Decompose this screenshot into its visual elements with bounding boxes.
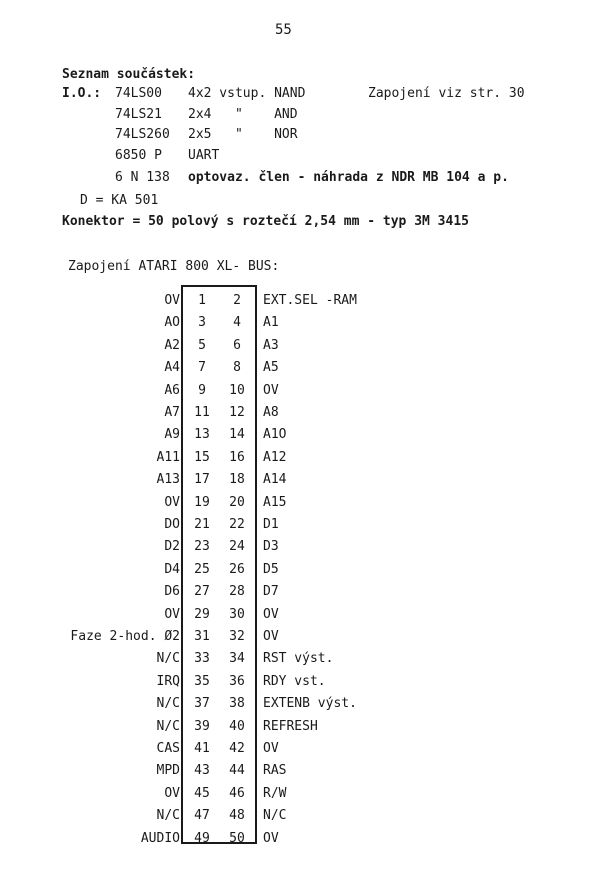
pin-row (0, 831, 600, 854)
pin-row (0, 719, 600, 742)
pin-right-signal: A14 (263, 472, 287, 488)
pin-number-odd: 41 (194, 741, 210, 756)
pin-number-even: 24 (229, 539, 245, 555)
pin-number-odd: 25 (194, 561, 210, 577)
pin-left-signal: OV (164, 785, 180, 801)
pin-left-signal: A6 (164, 382, 180, 398)
pin-number-even: 20 (229, 494, 245, 510)
pin-row (0, 427, 600, 450)
pin-number-even: 32 (229, 629, 245, 644)
pin-row (0, 405, 600, 428)
pin-left-signal: CAS (156, 741, 180, 756)
pin-number-even: 26 (229, 561, 245, 577)
pin-number-even: 36 (229, 673, 245, 689)
pin-number-even: 34 (229, 651, 245, 667)
pin-right-signal: REFRESH (263, 718, 318, 734)
pin-number-even: 40 (229, 718, 245, 734)
pin-row (0, 607, 600, 630)
pin-number-odd: 15 (194, 449, 210, 465)
pin-number-odd: 1 (198, 293, 206, 308)
pin-left-signal: OV (164, 606, 180, 622)
pin-right-signal: OV (263, 830, 279, 846)
pin-row (0, 450, 600, 473)
pin-row (0, 293, 600, 316)
pin-number-odd: 29 (194, 606, 210, 622)
pin-right-signal: A8 (263, 405, 279, 420)
pin-left-signal: A13 (156, 472, 180, 488)
part-number: 74LS21 (115, 107, 162, 122)
pin-number-even: 14 (229, 427, 245, 443)
pin-number-even: 2 (233, 293, 241, 308)
part-spec: 4x2 vstup. NAND (188, 86, 306, 101)
pin-left-signal: OV (164, 293, 180, 308)
pin-number-odd: 27 (194, 584, 210, 600)
pin-number-odd: 7 (198, 360, 206, 376)
diode-line: D = KA 501 (80, 193, 159, 208)
pin-number-even: 30 (229, 606, 245, 622)
pin-number-odd: 37 (194, 696, 210, 712)
pin-left-signal: A2 (164, 337, 180, 353)
pin-left-signal: A4 (164, 360, 180, 376)
pin-right-signal: OV (263, 606, 279, 622)
pin-number-odd: 21 (194, 517, 210, 532)
pin-right-signal: EXT.SEL -RAM (263, 293, 357, 308)
pin-row (0, 741, 600, 764)
pin-row (0, 539, 600, 562)
pin-number-odd: 45 (194, 785, 210, 801)
pin-left-signal: MPD (156, 763, 180, 779)
pin-left-signal: D4 (164, 561, 180, 577)
pin-number-odd: 47 (194, 808, 210, 824)
pin-right-signal: RDY vst. (263, 673, 326, 689)
pin-left-signal: D2 (164, 539, 180, 555)
pin-number-even: 4 (233, 315, 241, 331)
pin-number-odd: 39 (194, 718, 210, 734)
page-number: 55 (275, 22, 292, 38)
pin-row (0, 629, 600, 652)
part-spec: optovaz. člen - náhrada z NDR MB 104 a p. (188, 170, 509, 185)
part-number: 6850 P (115, 148, 162, 163)
pin-right-signal: R/W (263, 785, 287, 801)
pin-number-odd: 11 (194, 405, 210, 420)
parts-prefix: I.O.: (62, 86, 102, 101)
pin-row (0, 338, 600, 361)
pin-right-signal: D7 (263, 584, 279, 600)
pin-left-signal: D6 (164, 584, 180, 600)
pin-row (0, 651, 600, 674)
part-note: Zapojení viz str. 30 (368, 86, 525, 101)
pin-number-even: 6 (233, 337, 241, 353)
pinout-title: Zapojení ATARI 800 XL- BUS: (68, 259, 280, 274)
pin-left-signal: N/C (156, 651, 180, 667)
pin-right-signal: N/C (263, 808, 287, 824)
pin-row (0, 763, 600, 786)
pin-row (0, 495, 600, 518)
pin-number-odd: 3 (198, 315, 206, 331)
pin-right-signal: OV (263, 382, 279, 398)
pin-left-signal: AO (164, 315, 180, 331)
pin-left-signal: A7 (164, 405, 180, 420)
part-spec: 2x4 " AND (188, 107, 298, 122)
pin-row (0, 315, 600, 338)
part-spec: 2x5 " NOR (188, 127, 298, 142)
pin-number-odd: 17 (194, 472, 210, 488)
part-number: 6 N 138 (115, 170, 170, 185)
pin-right-signal: A1O (263, 427, 287, 443)
pin-row (0, 808, 600, 831)
pin-number-odd: 33 (194, 651, 210, 667)
pin-number-even: 12 (229, 405, 245, 420)
pin-number-even: 46 (229, 785, 245, 801)
pin-number-even: 22 (229, 517, 245, 532)
pin-row (0, 517, 600, 540)
pin-number-even: 10 (229, 382, 245, 398)
pin-number-even: 18 (229, 472, 245, 488)
pin-right-signal: RST výst. (263, 651, 334, 667)
pin-left-signal: AUDIO (140, 830, 180, 846)
pin-right-signal: D5 (263, 561, 279, 577)
connector-line: Konektor = 50 polový s roztečí 2,54 mm - typ 3M 3415 (62, 214, 469, 229)
pin-number-even: 50 (229, 830, 245, 846)
pin-number-odd: 49 (194, 830, 210, 846)
pin-row (0, 472, 600, 495)
pin-right-signal: A15 (263, 494, 287, 510)
pin-number-odd: 31 (194, 629, 210, 644)
pin-right-signal: D1 (263, 517, 279, 532)
pin-right-signal: A5 (263, 360, 279, 376)
pin-left-signal: A9 (164, 427, 180, 443)
pin-left-signal: OV (164, 494, 180, 510)
pin-number-even: 48 (229, 808, 245, 824)
pin-left-signal: Faze 2-hod. Ø2 (70, 629, 180, 644)
part-spec: UART (188, 148, 220, 163)
pin-right-signal: A3 (263, 337, 279, 353)
pin-number-odd: 23 (194, 539, 210, 555)
part-number: 74LS260 (115, 127, 170, 142)
pin-number-even: 44 (229, 763, 245, 779)
pin-left-signal: A11 (156, 449, 180, 465)
pin-number-odd: 19 (194, 494, 210, 510)
pin-number-even: 16 (229, 449, 245, 465)
pin-number-odd: 13 (194, 427, 210, 443)
pin-right-signal: EXTENB výst. (263, 696, 357, 712)
pin-right-signal: A12 (263, 449, 287, 465)
pin-right-signal: D3 (263, 539, 279, 555)
pin-number-even: 8 (233, 360, 241, 376)
pin-number-odd: 43 (194, 763, 210, 779)
pin-row (0, 383, 600, 406)
pin-row (0, 584, 600, 607)
pin-left-signal: N/C (156, 718, 180, 734)
pin-number-even: 42 (229, 741, 245, 756)
pin-right-signal: OV (263, 629, 279, 644)
pin-left-signal: DO (164, 517, 180, 532)
pin-left-signal: IRQ (156, 673, 180, 689)
pin-right-signal: RAS (263, 763, 287, 779)
pin-right-signal: OV (263, 741, 279, 756)
pin-row (0, 696, 600, 719)
pin-row (0, 786, 600, 809)
pin-row (0, 562, 600, 585)
parts-list-title: Seznam součástek: (62, 67, 196, 82)
pin-left-signal: N/C (156, 808, 180, 824)
pin-row (0, 674, 600, 697)
pin-row (0, 360, 600, 383)
pin-number-even: 38 (229, 696, 245, 712)
pin-left-signal: N/C (156, 696, 180, 712)
pin-number-odd: 9 (198, 382, 206, 398)
pin-number-even: 28 (229, 584, 245, 600)
pin-number-odd: 5 (198, 337, 206, 353)
pin-right-signal: A1 (263, 315, 279, 331)
pin-number-odd: 35 (194, 673, 210, 689)
part-number: 74LS00 (115, 86, 162, 101)
